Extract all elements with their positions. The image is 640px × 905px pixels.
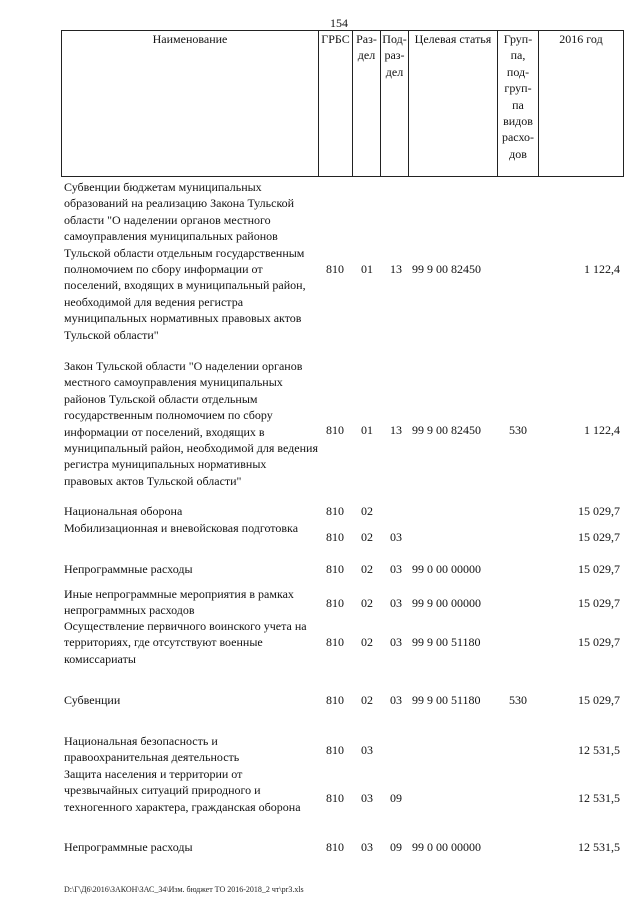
row-amount: 12 531,5 xyxy=(578,743,620,757)
row-amount: 15 029,7 xyxy=(578,504,620,518)
row-target: 99 0 00 00000 xyxy=(412,562,481,576)
row-grbs: 810 xyxy=(326,504,344,518)
row-grbs: 810 xyxy=(326,840,344,854)
header-group: Груп- па, под- груп- па видов расхо- дов xyxy=(501,32,535,161)
header-divider-1 xyxy=(318,30,319,176)
row-name: Иные непрограммные мероприятия в рамках непрограммных расходов xyxy=(64,587,294,618)
row-podrazdel: 03 xyxy=(390,693,402,707)
row-amount: 12 531,5 xyxy=(578,840,620,854)
header-razdel: Раз- дел xyxy=(356,32,377,63)
row-grbs: 810 xyxy=(326,423,344,437)
row-razdel: 03 xyxy=(361,743,373,757)
row-razdel: 01 xyxy=(361,262,373,276)
row-name: Закон Тульской области "О наделении органов местного самоуправления муниципальных районов Тульской области отдельным государственным полномочием по сбору информации от поселений, входящих в муниципальный район, необходимой для ведения регистра муниципальных нормативных правовых актов Тульской области" xyxy=(64,359,318,488)
table-row xyxy=(0,839,640,856)
row-amount: 15 029,7 xyxy=(578,635,620,649)
row-podrazdel: 03 xyxy=(390,530,402,544)
row-grbs: 810 xyxy=(326,262,344,276)
row-grbs: 810 xyxy=(326,693,344,707)
row-name: Непрограммные расходы xyxy=(64,840,193,854)
row-name: Субвенции xyxy=(64,693,121,707)
row-podrazdel: 13 xyxy=(390,423,402,437)
row-grbs: 810 xyxy=(326,791,344,805)
table-row xyxy=(0,520,640,553)
row-name: Осуществление первичного воинского учета на территориях, где отсутствуют военные комиссариаты xyxy=(64,619,307,666)
row-grbs: 810 xyxy=(326,743,344,757)
row-group: 530 xyxy=(509,693,527,707)
row-razdel: 03 xyxy=(361,840,373,854)
table-row xyxy=(0,733,640,766)
row-razdel: 01 xyxy=(361,423,373,437)
row-group: 530 xyxy=(509,423,527,437)
row-name: Национальная безопасность и правоохранительная деятельность xyxy=(64,734,240,765)
row-name: Мобилизационная и вневойсковая подготовка xyxy=(64,521,299,535)
table-row xyxy=(0,766,640,832)
row-target: 99 9 00 00000 xyxy=(412,596,481,610)
header-name: Наименование xyxy=(152,32,228,46)
page-number: 154 xyxy=(330,16,348,30)
row-name: Защита населения и территории от чрезвычайных ситуаций природного и техногенного характера, гражданская оборона xyxy=(64,767,301,814)
row-target: 99 9 00 51180 xyxy=(412,635,481,649)
row-razdel: 03 xyxy=(361,791,373,805)
row-name: Непрограммные расходы xyxy=(64,562,193,576)
row-target: 99 0 00 00000 xyxy=(412,840,481,854)
header-border-left xyxy=(61,30,62,176)
row-razdel: 02 xyxy=(361,530,373,544)
header-border-right xyxy=(623,30,624,176)
header-grbs: ГРБС xyxy=(321,32,350,46)
row-podrazdel: 03 xyxy=(390,562,402,576)
table-row xyxy=(0,358,640,506)
table-row xyxy=(0,692,640,709)
table-row xyxy=(0,179,640,343)
footer-file-path: D:\Г\Д6\2016\ЗАКОН\ЗАС_34\Изм. бюджет ТО 2016-2018_2 чт\pr3.xls xyxy=(64,885,304,894)
header-podrazdel: Под- раз- дел xyxy=(382,32,407,79)
row-podrazdel: 13 xyxy=(390,262,402,276)
header-year: 2016 год xyxy=(559,32,603,46)
row-razdel: 02 xyxy=(361,693,373,707)
header-divider-4 xyxy=(408,30,409,176)
row-podrazdel: 09 xyxy=(390,840,402,854)
row-razdel: 02 xyxy=(361,635,373,649)
row-target: 99 9 00 82450 xyxy=(412,423,481,437)
row-podrazdel: 09 xyxy=(390,791,402,805)
table-row xyxy=(0,503,640,520)
row-grbs: 810 xyxy=(326,635,344,649)
row-grbs: 810 xyxy=(326,562,344,576)
row-grbs: 810 xyxy=(326,596,344,610)
row-amount: 12 531,5 xyxy=(578,791,620,805)
header-divider-6 xyxy=(538,30,539,176)
row-amount: 15 029,7 xyxy=(578,693,620,707)
row-amount: 15 029,7 xyxy=(578,596,620,610)
row-name: Субвенции бюджетам муниципальных образований на реализацию Закона Тульской области "О наделении органов местного самоуправления муниципальных районов Тульской области отдельным государственным полномочием по сбору информации от поселений, входящих в муниципальный район, необходимой для ведения регистра муниципальных нормативных правовых актов Тульской области" xyxy=(64,180,306,342)
row-name: Национальная оборона xyxy=(64,504,183,518)
row-razdel: 02 xyxy=(361,504,373,518)
row-razdel: 02 xyxy=(361,596,373,610)
table-row xyxy=(0,561,640,578)
row-amount: 1 122,4 xyxy=(584,423,620,437)
row-target: 99 9 00 82450 xyxy=(412,262,481,276)
row-grbs: 810 xyxy=(326,530,344,544)
row-amount: 15 029,7 xyxy=(578,562,620,576)
row-amount: 15 029,7 xyxy=(578,530,620,544)
table-row xyxy=(0,586,640,619)
row-target: 99 9 00 51180 xyxy=(412,693,481,707)
header-bottom-border xyxy=(61,176,624,177)
row-podrazdel: 03 xyxy=(390,635,402,649)
table-row xyxy=(0,618,640,668)
row-podrazdel: 03 xyxy=(390,596,402,610)
row-amount: 1 122,4 xyxy=(584,262,620,276)
row-razdel: 02 xyxy=(361,562,373,576)
header-target: Целевая статья xyxy=(414,32,492,46)
